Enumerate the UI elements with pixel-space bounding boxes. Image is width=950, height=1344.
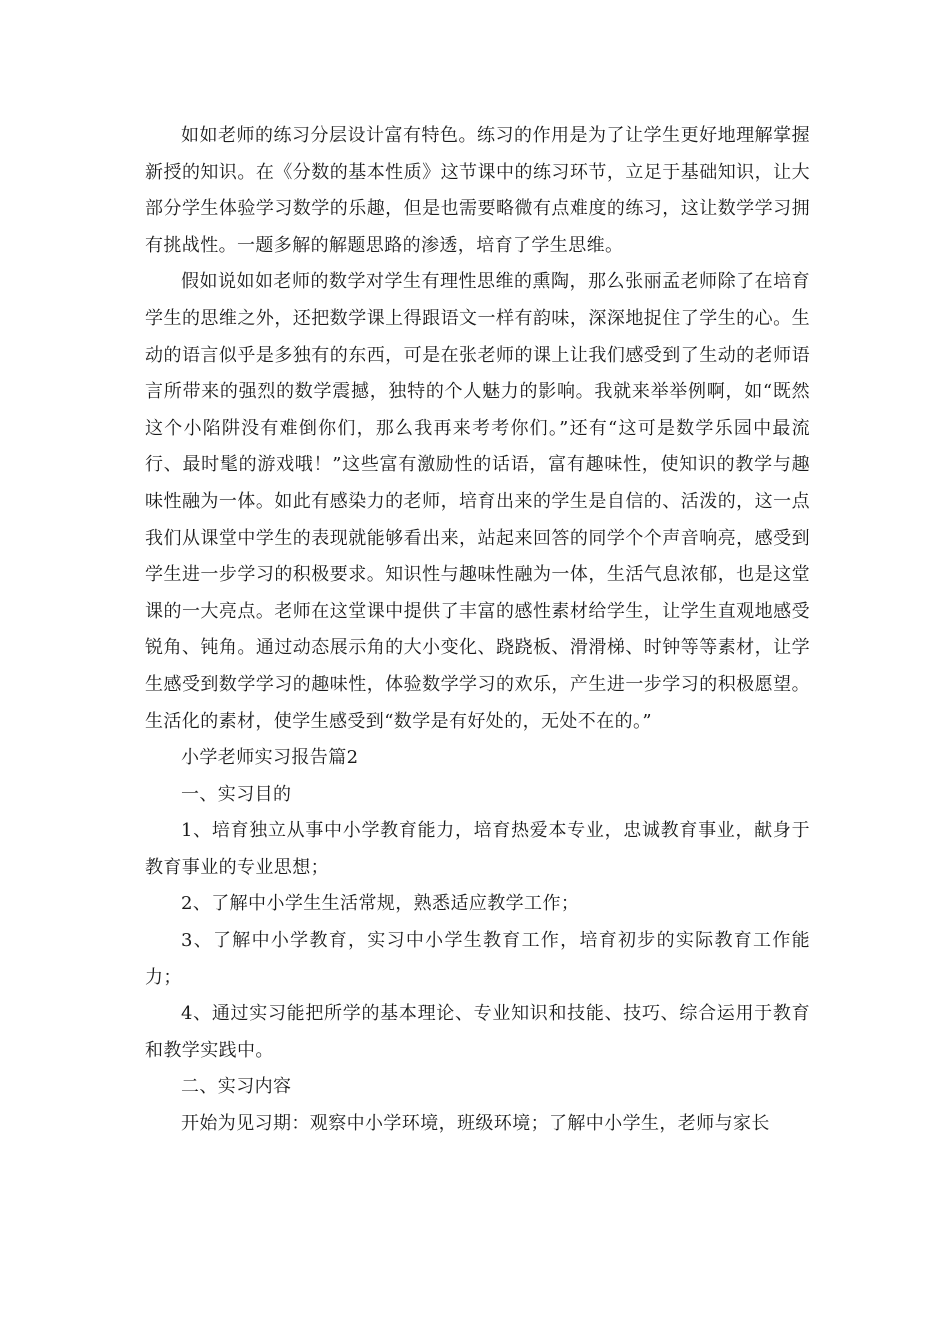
document-page [145, 118, 810, 1143]
list-item-purpose-3: 3、了解中小学教育，实习中小学生教育工作，培育初步的实际教育工作能力； [145, 930, 810, 988]
section-heading-purpose: 一、实习目的 [181, 783, 292, 805]
paragraph-observation: 开始为见习期：观察中小学环境，班级环境；了解中小学生，老师与家长 [181, 1113, 770, 1135]
list-item-purpose-1: 1、培育独立从事中小学教育能力，培育热爱本专业，忠诚教育事业，献身于教育事业的专业思想； [145, 820, 810, 878]
section-heading-content: 二、实习内容 [181, 1076, 292, 1098]
paragraph-teacher-language: 假如说如如老师的数学对学生有理性思维的熏陶，那么张丽孟老师除了在培育学生的思维之外，还把数学课上得跟语文一样有韵味，深深地捉住了学生的心。生动的语言似乎是多独有的东西，可是在张老师的课上让我们感受到了生动的老师语言所带来的强烈的数学震撼，独特的个人魅力的影响。我就来举举例啊，如“既然这个小陷阱没有难倒你们，那么我再来考考你们。”还有“这可是数学乐园中最流行、最时髦的游戏哦！”这些富有激励性的话语，富有趣味性，使知识的教学与趣味性融为一体。如此有感染力的老师，培育出来的学生是自信的、活泼的，这一点我们从课堂中学生的表现就能够看出来，站起来回答的同学个个声音响亮，感受到学生进一步学习的积极要求。知识性与趣味性融为一体，生活气息浓郁，也是这堂课的一大亮点。老师在这堂课中提供了丰富的感性素材给学生，让学生直观地感受锐角、钝角。通过动态展示角的大小变化、跷跷板、滑滑梯、时钟等等素材，让学生感受到数学学习的趣味性，体验数学学习的欢乐，产生进一步学习的积极愿望。生活化的素材，使学生感受到“数学是有好处的，无处不在的。” [145, 271, 810, 732]
list-item-purpose-2: 2、了解中小学生生活常规，熟悉适应教学工作； [181, 893, 580, 915]
list-item-purpose-4: 4、通过实习能把所学的基本理论、专业知识和技能、技巧、综合运用于教育和教学实践中。 [145, 1003, 810, 1061]
paragraph-practice-design: 如如老师的练习分层设计富有特色。练习的作用是为了让学生更好地理解掌握新授的知识。在《分数的基本性质》这节课中的练习环节，立足于基础知识，让大部分学生体验学习数学的乐趣，但是也需要略微有点难度的练习，这让数学学习拥有挑战性。一题多解的解题思路的渗透，培育了学生思维。 [145, 125, 810, 256]
report-title: 小学老师实习报告篇2 [181, 747, 359, 769]
